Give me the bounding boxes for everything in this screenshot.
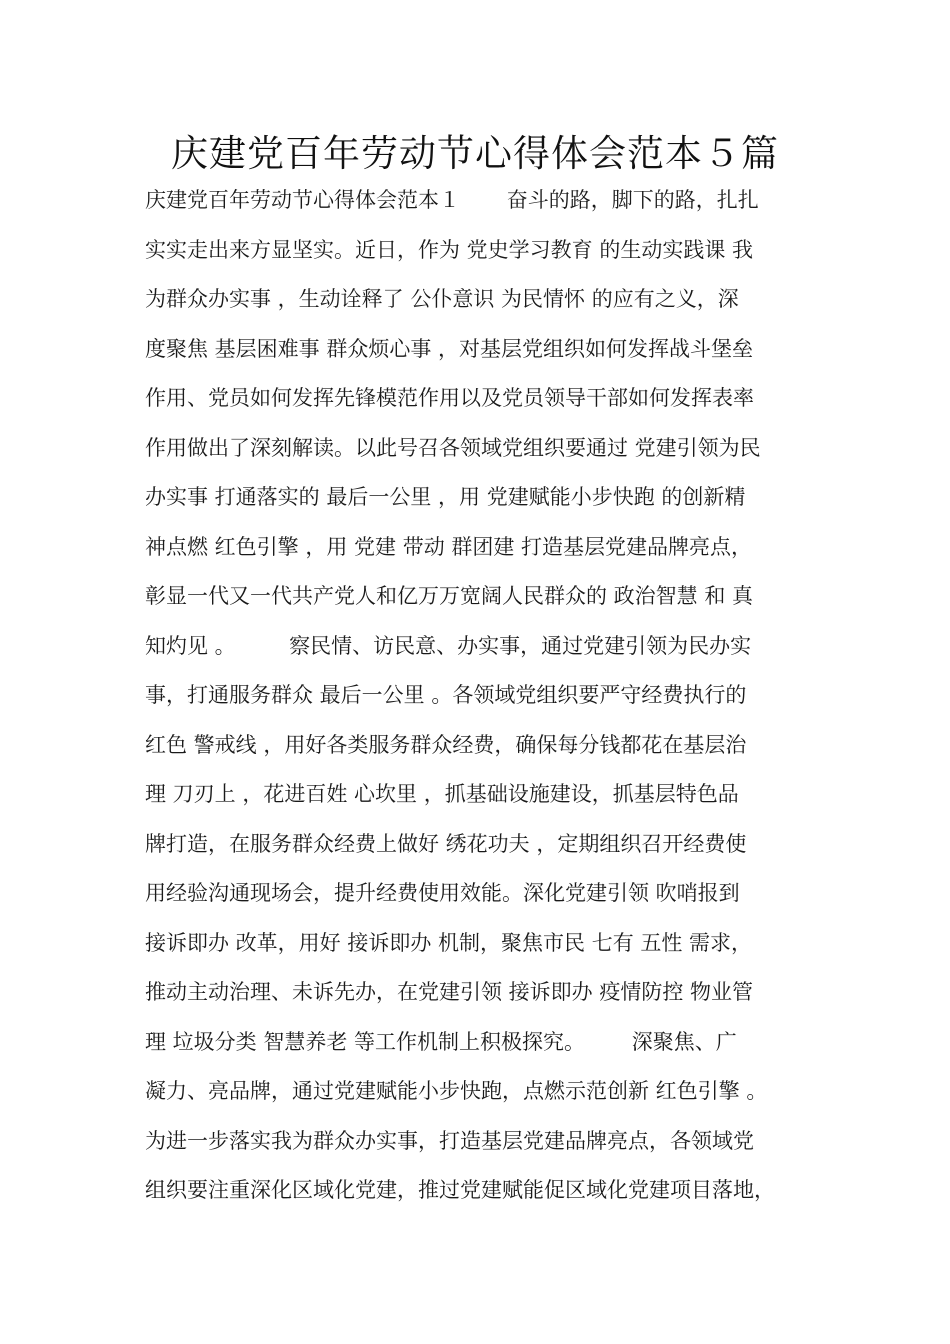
body-line: 作用做出了深刻解读。以此号召各领域党组织要通过 党建引领为民 (145, 435, 761, 460)
body-line: 神点燃 红色引擎 ，用 党建 带动 群团建 打造基层党建品牌亮点， (145, 534, 753, 559)
body-line: 度聚焦 基层困难事 群众烦心事 ，对基层党组织如何发挥战斗堡垒 (145, 336, 754, 361)
body-line: 事，打通服务群众 最后一公里 。各领域党组织要严守经费执行的 (145, 683, 747, 707)
body-line: 理 刀刃上 ，花进百姓 心坎里 ，抓基础设施建设，抓基层特色品 (145, 782, 739, 806)
body-line: 为进一步落实我为群众办实事，打造基层党建品牌亮点，各领域党 (145, 1128, 754, 1153)
body-line: 作用、党员如何发挥先锋模范作用以及党员领导干部如何发挥表率 (145, 386, 754, 410)
body-line: 凝力、亮品牌，通过党建赋能小步快跑，点燃示范创新 红色引擎 。 (145, 1079, 768, 1103)
body-line: 理 垃圾分类 智慧养老 等工作机制上积极探究。 深聚焦、广 (145, 1029, 737, 1054)
body-line: 组织要注重深化区域化党建，推过党建赋能促区域化党建项目落地， (145, 1178, 775, 1202)
body-line: 接诉即办 改革，用好 接诉即办 机制，聚焦市民 七有 五性 需求， (145, 930, 753, 955)
body-line: 推动主动治理、未诉先办，在党建引领 接诉即办 疫情防控 物业管 (145, 980, 754, 1004)
body-line: 为群众办实事 ，生动诠释了 公仆意识 为民情怀 的应有之义，深 (145, 287, 739, 311)
body-line: 彰显一代又一代共产党人和亿万万宽阔人民群众的 政治智慧 和 真 (145, 584, 754, 608)
body-line: 庆建党百年劳动节心得体会范本１ 奋斗的路，脚下的路，扎扎 (145, 188, 759, 212)
body-line: 红色 警戒线 ，用好各类服务群众经费，确保每分钱都花在基层治 (145, 732, 747, 757)
body-line: 实实走出来方显坚实。近日，作为 党史学习教育 的生动实践课 我 (145, 237, 754, 262)
document-title: 庆建党百年劳动节心得体会范本５篇 (171, 132, 779, 175)
document-body (145, 178, 810, 1218)
body-line: 知灼见 。 察民情、访民意、办实事，通过党建引领为民办实 (145, 633, 752, 658)
body-line: 用经验沟通现场会，提升经费使用效能。深化党建引领 吹哨报到 (145, 881, 740, 905)
body-line: 牌打造，在服务群众经费上做好 绣花功夫 ，定期组织召开经费使 (145, 831, 747, 856)
body-line: 办实事 打通落实的 最后一公里 ，用 党建赋能小步快跑 的创新精 (145, 485, 746, 509)
